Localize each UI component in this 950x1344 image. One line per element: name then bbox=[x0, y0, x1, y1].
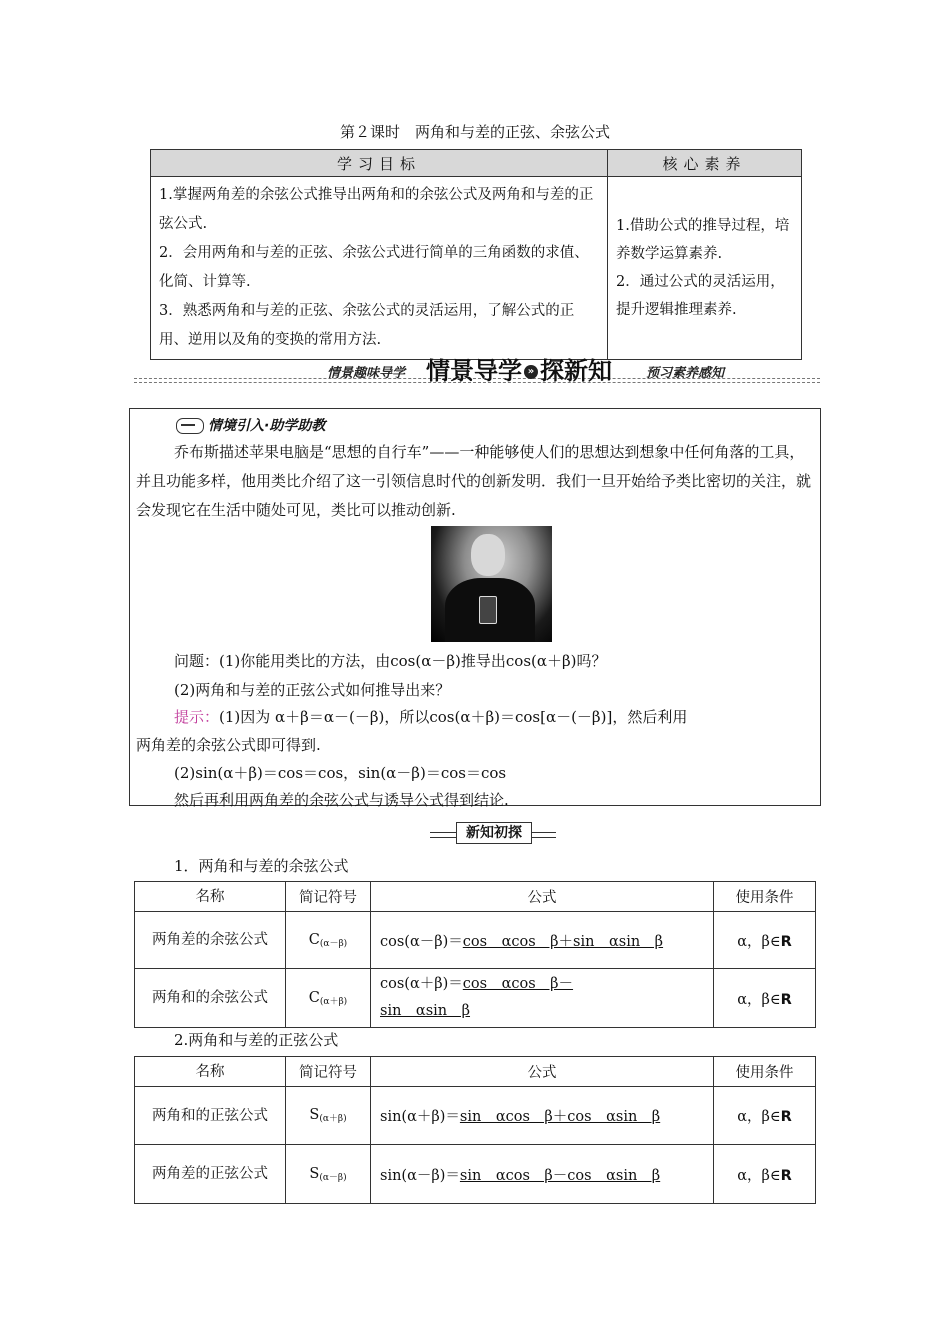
goal-item: 2．会用两角和与差的正弦、余弦公式进行简单的三角函数的求值、化简、计算等. bbox=[159, 245, 589, 290]
formula-cell bbox=[371, 1145, 714, 1204]
symbol-letter: C bbox=[308, 989, 320, 1006]
cos-formula-table bbox=[134, 881, 816, 1028]
intro-heading-text: 情境引入·助学助教 bbox=[208, 418, 326, 434]
arrow-icon: » bbox=[524, 365, 538, 379]
formula-cell bbox=[371, 912, 714, 969]
condition-cell bbox=[714, 969, 816, 1028]
column-header: 公式 bbox=[371, 1057, 714, 1087]
sin-section-heading: 2.两角和与差的正弦公式 bbox=[174, 1031, 339, 1049]
objectives-cell bbox=[151, 177, 608, 360]
literacy-cell bbox=[608, 177, 802, 360]
banner-title-b: 探新知 bbox=[540, 357, 612, 385]
formula-symbol bbox=[286, 912, 371, 969]
literacy-item: 2．通过公式的灵活运用，提升逻辑推理素养. bbox=[616, 274, 785, 318]
intro-paragraph: 乔布斯描述苹果电脑是“思想的自行车”——一种能够使人们的思想达到想象中任何角落的工具，并且功能多样，他用类比介绍了这一引领信息时代的创新发明．我们一旦开始给予类比密切的关注，就会发现它在生活中随处可见，类比可以推动创新. bbox=[136, 443, 812, 519]
symbol-letter: S bbox=[309, 1107, 320, 1123]
banner-title-a: 情景导学 bbox=[426, 357, 522, 385]
formula-symbol bbox=[286, 969, 371, 1028]
formula-rhs-cont: sin αsin β bbox=[380, 1003, 471, 1019]
banner-left-text: 情景趣味导学 bbox=[327, 366, 406, 381]
formula-symbol bbox=[286, 1087, 371, 1145]
formula-cell bbox=[371, 1087, 714, 1145]
formula-lhs: sin(α＋β)＝ bbox=[380, 1109, 460, 1125]
column-header: 使用条件 bbox=[714, 1057, 816, 1087]
condition-set: R bbox=[780, 1109, 792, 1125]
column-header: 使用条件 bbox=[714, 882, 816, 912]
hint-line-4: 然后再利用两角差的余弦公式与诱导公式得到结论. bbox=[174, 791, 509, 809]
question-1: 问题：(1)你能用类比的方法，由cos(α－β)推导出cos(α＋β)吗？ bbox=[174, 652, 607, 670]
condition-set: R bbox=[780, 933, 792, 950]
condition-cell bbox=[714, 912, 816, 969]
condition-set: R bbox=[780, 1167, 792, 1184]
photo-head bbox=[471, 534, 505, 576]
hint-line-2: 两角差的余弦公式即可得到. bbox=[136, 736, 321, 754]
cos-section-heading: 1．两角和与差的余弦公式 bbox=[174, 857, 349, 875]
goal-item: 3．熟悉两角和与差的正弦、余弦公式的灵活运用，了解公式的正用、逆用以及角的变换的常用方法. bbox=[159, 303, 575, 348]
formula-lhs: sin(α－β)＝ bbox=[380, 1167, 460, 1184]
hint-label: 提示： bbox=[174, 708, 220, 726]
formula-cell bbox=[371, 969, 714, 1028]
symbol-subscript: (α＋β) bbox=[319, 996, 348, 1007]
formula-symbol bbox=[286, 1145, 371, 1204]
formula-name: 两角和的余弦公式 bbox=[135, 969, 286, 1028]
column-header: 名称 bbox=[135, 882, 286, 912]
condition-set: R bbox=[780, 991, 792, 1008]
hint-text-1: (1)因为 α＋β＝α－(－β)，所以cos(α＋β)＝cos[α－(－β)]，然后利用 bbox=[219, 708, 688, 726]
sin-formula-table bbox=[134, 1056, 816, 1204]
formula-name: 两角和的正弦公式 bbox=[135, 1087, 286, 1145]
banner-title bbox=[426, 351, 612, 386]
symbol-letter: C bbox=[308, 931, 320, 948]
formula-rhs: cos αcos β－ bbox=[462, 976, 574, 992]
question-2: (2)两角和与差的正弦公式如何推导出来？ bbox=[174, 681, 451, 699]
banner-right-text: 预习素养感知 bbox=[646, 366, 725, 381]
intro-heading bbox=[176, 415, 325, 435]
symbol-subscript: (α－β) bbox=[319, 938, 348, 949]
phone-icon bbox=[479, 596, 497, 624]
formula-rhs: cos αcos β＋sin αsin β bbox=[462, 933, 664, 950]
symbol-subscript: (α－β) bbox=[319, 1172, 347, 1183]
formula-lhs: cos(α－β)＝ bbox=[380, 933, 463, 950]
formula-name: 两角差的余弦公式 bbox=[135, 912, 286, 969]
condition-text: α，β∈ bbox=[737, 1167, 781, 1184]
column-header: 名称 bbox=[135, 1057, 286, 1087]
objectives-header: 学习目标 bbox=[151, 150, 608, 177]
condition-cell bbox=[714, 1087, 816, 1145]
section-tag bbox=[430, 822, 556, 844]
jobs-photo bbox=[431, 526, 552, 642]
objectives-table bbox=[150, 149, 802, 360]
condition-text: α，β∈ bbox=[737, 991, 781, 1008]
section-tag-label: 新知初探 bbox=[456, 822, 532, 844]
symbol-letter: S bbox=[309, 1165, 320, 1182]
column-header: 简记符号 bbox=[286, 882, 371, 912]
formula-name: 两角差的正弦公式 bbox=[135, 1145, 286, 1204]
condition-cell bbox=[714, 1145, 816, 1204]
formula-rhs: sin αcos β－cos αsin β bbox=[459, 1167, 661, 1184]
literacy-item: 1.借助公式的推导过程，培养数学运算素养. bbox=[616, 218, 790, 262]
formula-lhs: cos(α＋β)＝ bbox=[380, 976, 463, 992]
condition-text: α，β∈ bbox=[737, 933, 781, 950]
literacy-header: 核心素养 bbox=[608, 150, 802, 177]
hint-line-1 bbox=[174, 706, 687, 727]
page-title: 第２课时 两角和与差的正弦、余弦公式 bbox=[339, 123, 610, 141]
column-header: 简记符号 bbox=[286, 1057, 371, 1087]
condition-text: α，β∈ bbox=[737, 1109, 781, 1125]
column-header: 公式 bbox=[371, 882, 714, 912]
pointing-hand-icon bbox=[176, 418, 204, 434]
symbol-subscript: (α＋β) bbox=[319, 1114, 347, 1124]
formula-rhs: sin αcos β＋cos αsin β bbox=[459, 1109, 661, 1125]
goal-item: 1.掌握两角差的余弦公式推导出两角和的余弦公式及两角和与差的正弦公式. bbox=[159, 187, 594, 232]
hint-line-3: (2)sin(α＋β)＝cos＝cos，sin(α－β)＝cos＝cos bbox=[174, 764, 507, 782]
